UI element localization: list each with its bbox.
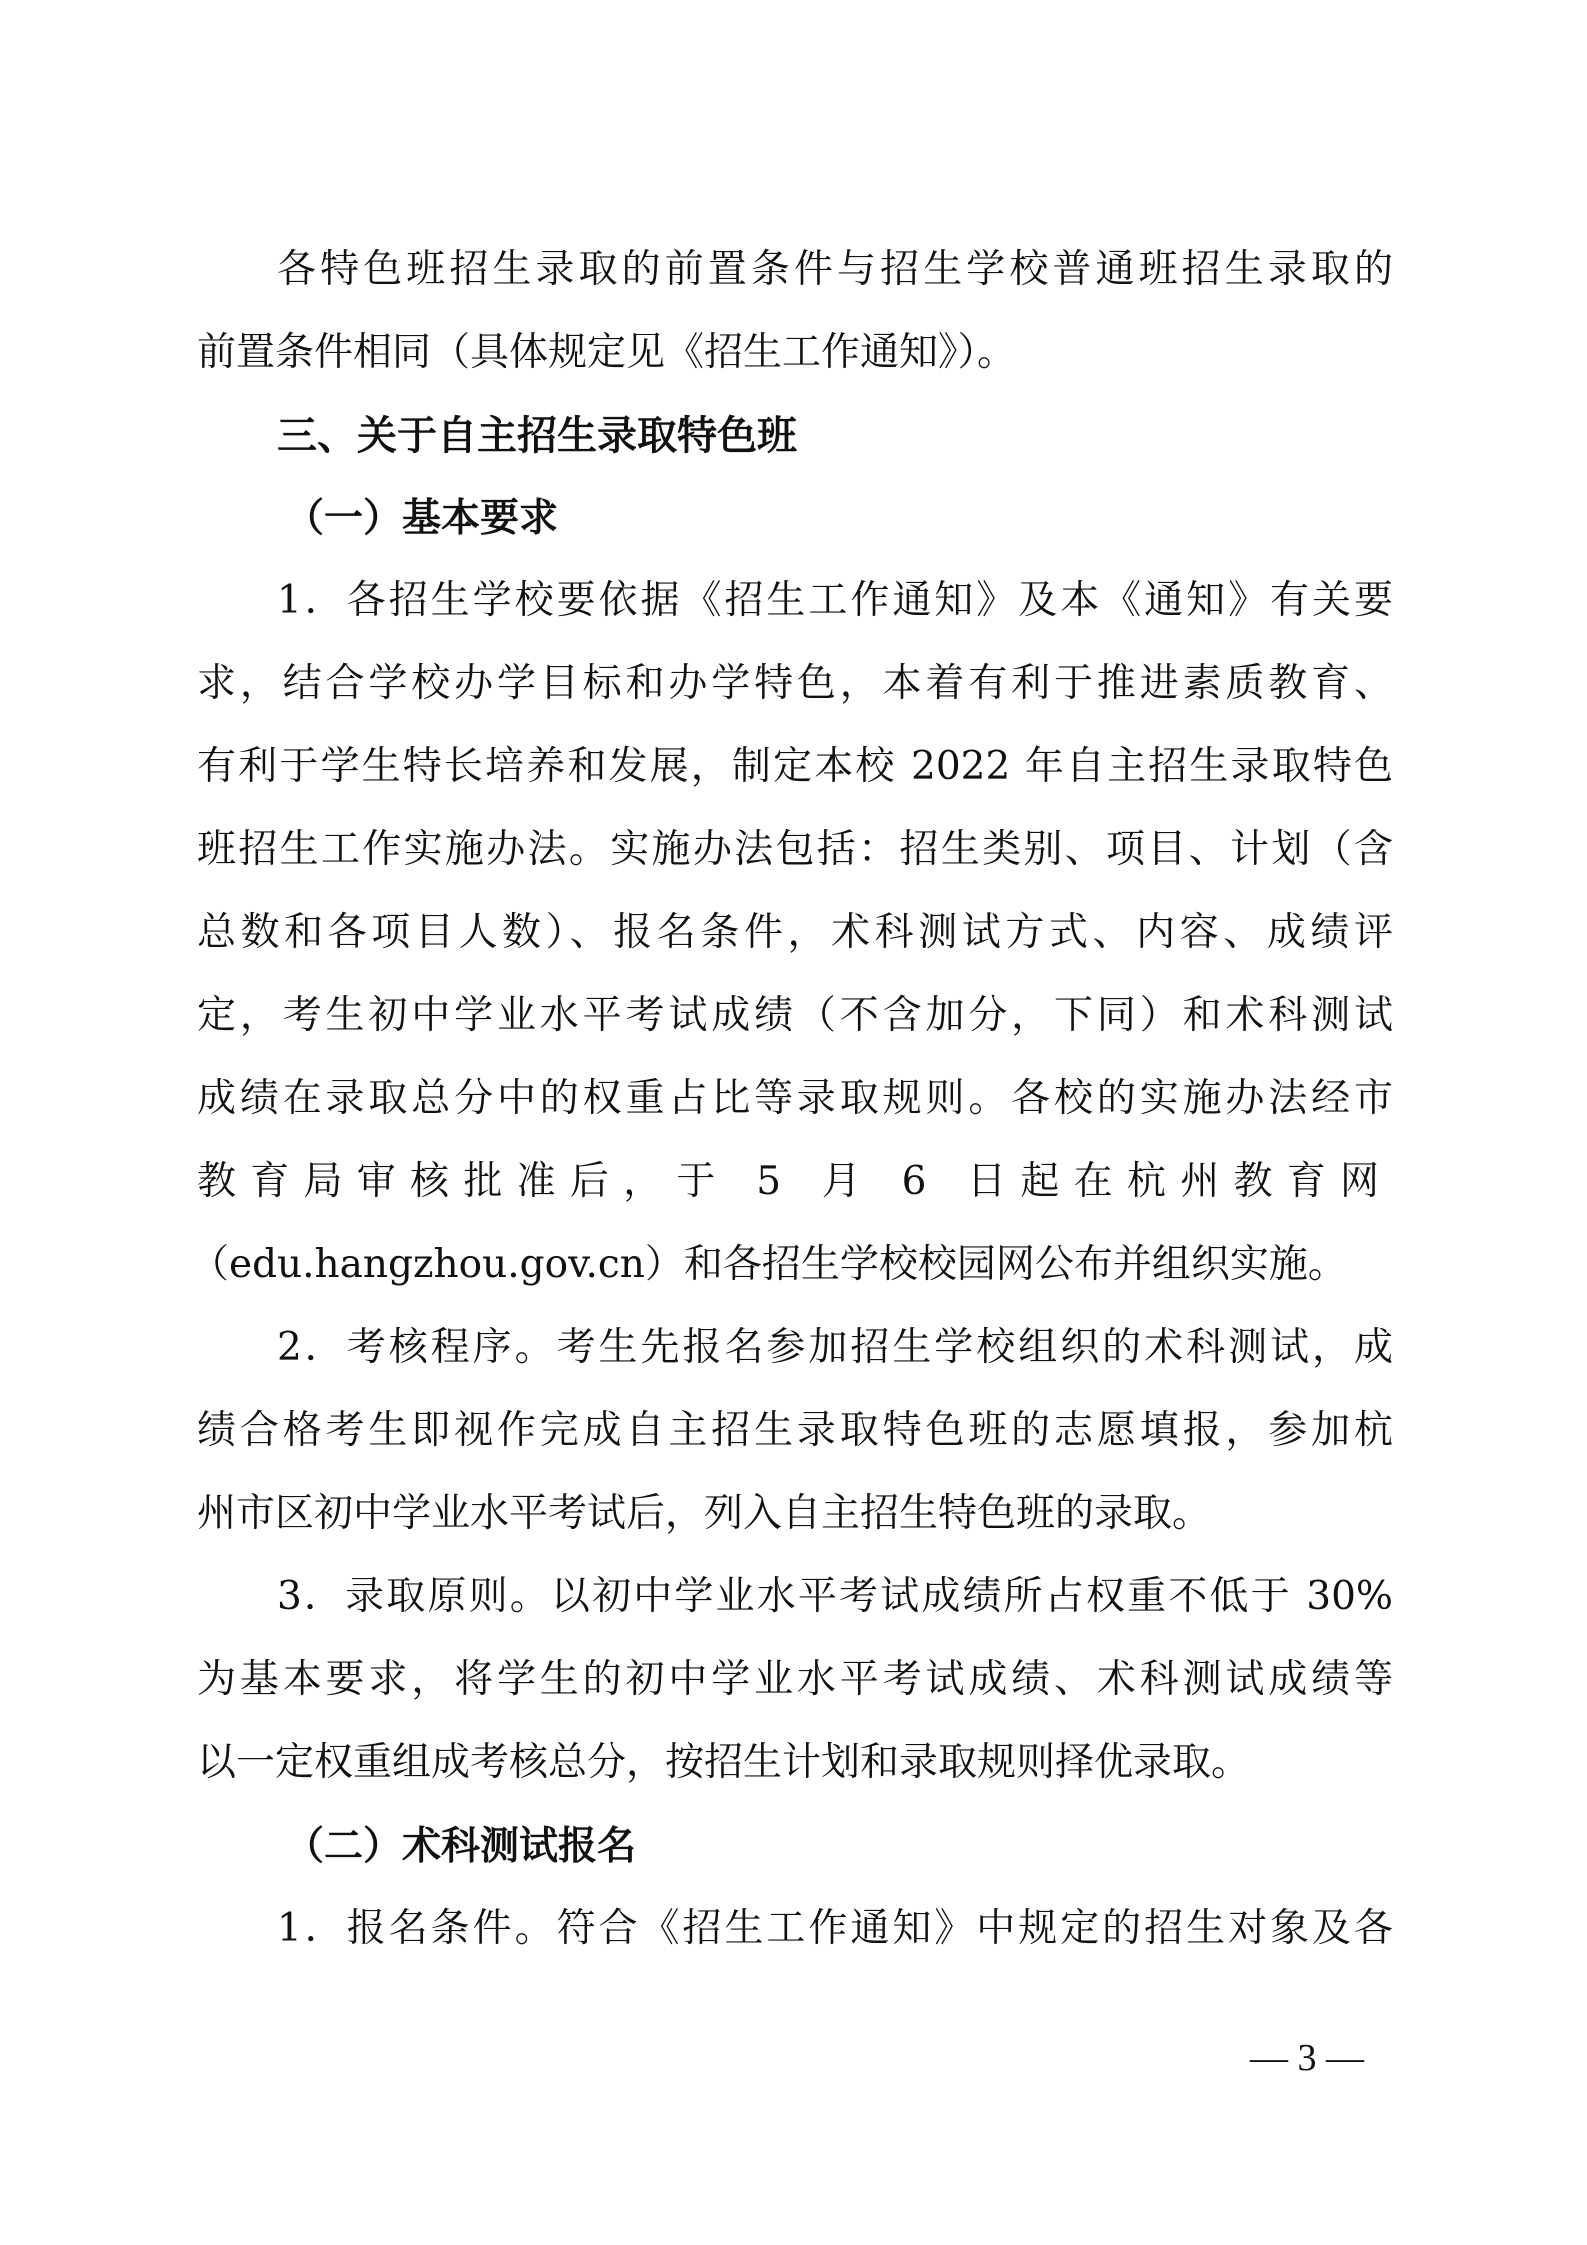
paragraph-line: 求，结合学校办学目标和办学特色，本着有利于推进素质教育、: [197, 661, 1393, 706]
paragraph-line: 教育局审核批准后，于 5 月 6 日起在杭州教育网: [197, 1159, 1393, 1204]
paragraph-line: 州市区初中学业水平考试后，列入自主招生特色班的录取。: [197, 1491, 1212, 1536]
paragraph-line: 以一定权重组成考核总分，按招生计划和录取规则择优录取。: [197, 1740, 1251, 1785]
paragraph-line: 定，考生初中学业水平考试成绩（不含加分，下同）和术科测试: [197, 993, 1393, 1038]
paragraph-line: 1．报名条件。符合《招生工作通知》中规定的招生对象及各: [277, 1906, 1393, 1951]
page-number: — 3 —: [1250, 2037, 1364, 2079]
paragraph-line: 为基本要求，将学生的初中学业水平考试成绩、术科测试成绩等: [197, 1657, 1393, 1702]
paragraph-line: （edu.hangzhou.gov.cn）和各招生学校校园网公布并组织实施。: [190, 1242, 1347, 1287]
paragraph-line: 成绩在录取总分中的权重占比等录取规则。各校的实施办法经市: [197, 1076, 1393, 1121]
subsection-heading: （二）术科测试报名: [285, 1823, 637, 1869]
paragraph-line: 总数和各项目人数）、报名条件，术科测试方式、内容、成绩评: [197, 910, 1393, 955]
paragraph-line: 绩合格考生即视作完成自主招生录取特色班的志愿填报，参加杭: [197, 1408, 1393, 1453]
section-heading: 三、关于自主招生录取特色班: [277, 413, 797, 459]
paragraph-line: 1．各招生学校要依据《招生工作通知》及本《通知》有关要: [277, 578, 1393, 623]
paragraph-line: 3．录取原则。以初中学业水平考试成绩所占权重不低于 30%: [277, 1574, 1393, 1619]
subsection-heading: （一）基本要求: [285, 495, 559, 541]
paragraph-line: 2．考核程序。考生先报名参加招生学校组织的术科测试，成: [277, 1325, 1393, 1370]
paragraph-line: 班招生工作实施办法。实施办法包括：招生类别、项目、计划（含: [197, 827, 1393, 872]
paragraph-line: 有利于学生特长培养和发展，制定本校 2022 年自主招生录取特色: [197, 744, 1393, 789]
paragraph-line: 各特色班招生录取的前置条件与招生学校普通班招生录取的: [277, 247, 1393, 292]
paragraph-line: 前置条件相同（具体规定见《招生工作通知》）。: [197, 330, 1017, 375]
